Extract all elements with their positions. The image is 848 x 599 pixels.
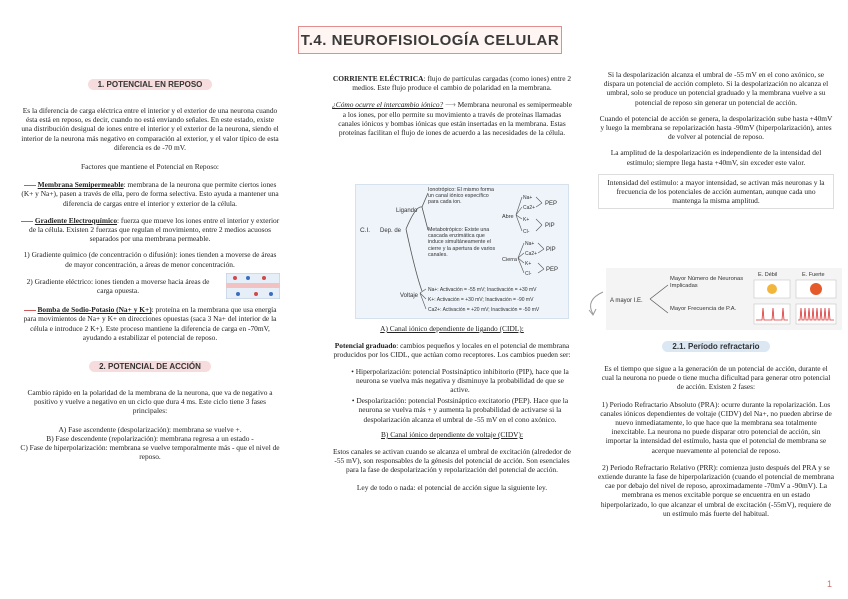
- column-3: [598, 70, 834, 209]
- fig2-left: A mayor I.E.: [610, 298, 643, 304]
- diagram-pep-1: PEP: [545, 201, 558, 207]
- page-title: T.4. NEUROFISIOLOGÍA CELULAR: [300, 31, 560, 49]
- potencial-graduado-title: Potencial graduado: [334, 341, 397, 351]
- diagram-voltage-na: Na+: Activación = -55 mV; Inactivación = +30 mV: [428, 287, 537, 293]
- cidv-caption: B) Canal iónico dependiente de voltaje (CIDV):: [380, 429, 524, 439]
- pip-text: Hiperpolarización: potencial Postsináptico inhibitorio (PIP), hace que la neurona se vuelva más negativa y disminuye la probabilidad de que se active.: [355, 366, 569, 395]
- diagram-metabotropico: Metabotrópico: Existe una cascada enzimática que induce simultáneamente el cierre y la apertura de varios canales.: [428, 227, 496, 258]
- action-potential-definition: Cambio rápido en la polaridad de la membrana de la neurona, que va de negativo a positivo y vuelve a negativo en un ciclo que dura 4 ms. Este ciclo tiene 3 fases principales:: [27, 388, 273, 416]
- corriente-paragraph: [332, 74, 572, 92]
- fig2-bottom: Mayor Frecuencia de P.A.: [670, 306, 737, 312]
- arrow-right-icon: ⟶: [445, 100, 456, 110]
- diagram-ci: C.I.: [360, 227, 371, 234]
- ley-todo-nada: Ley de todo o nada: el potencial de acción sigue la siguiente ley.: [356, 482, 548, 492]
- column-1: [20, 74, 280, 461]
- gradiente-text: : fuerza que mueve los iones entre el interior y exterior de la célula. Existen 2 fuerzas que regulan el movimiento, entre 2 medios acuosos separados por una membrana permeable.: [29, 215, 280, 244]
- stimulus-intensity-diagram: [606, 268, 842, 330]
- membrana-text: : membrana de la neurona que permite ciertos iones (K+ y Na+), pasen a través de ella, pero de forma selectiva. Esto ayuda a mantener una diferencia de cargas entre el interior y exterior de la célula.: [21, 180, 279, 208]
- amplitude-paragraph: Cuando el potencial de acción se genera, la despolarización sube hasta +40mV y luego la membrana se repolarización hasta -90mV (hiperpolarización), antes de volver al potencial de reposo.: [599, 113, 833, 142]
- membrana-title: Membrana Semipermeable: [37, 180, 124, 190]
- ion-ca-1: Ca2+: [523, 205, 536, 211]
- diagram-pip-2: PIP: [546, 247, 556, 253]
- corriente-text: : flujo de partículas cargadas (como iones) entre 2 medios. Este flujo produce el cambio de polaridad en la membrana.: [352, 74, 572, 93]
- independence-paragraph: La amplitud de la despolarización es independiente de la intensidad del estímulo; siempre llega hasta +40mV, sin exceder este valor.: [610, 148, 822, 167]
- phase-a: A) Fase ascendente (despolarización): membrana se vuelve +.: [58, 424, 242, 434]
- intercambio-question: ¿Cómo ocurre el intercambio iónico?: [332, 100, 444, 110]
- bullet-dash-icon: [24, 310, 36, 311]
- bullet-dash-icon: [21, 221, 33, 222]
- fig2-top: Mayor Número de Neuronas Implicadas: [670, 276, 744, 289]
- potencial-graduado-paragraph: [332, 341, 572, 359]
- cidv-text: Estos canales se activan cuando se alcanza el umbral de excitación (alrededor de -55 mV), son responsables de la génesis del potencial de acción. Son esenciales para la fase de despolarización y repolarización del potencial de acción.: [332, 447, 572, 475]
- pep-text: Despolarización: potencial Postsináptico excitatorio (PEP). Hace que la neurona se vuelva más + y aumenta la probabilidad de activarse si la despolarización alcanza el umbral de -55 mV en el cono axónico.: [356, 396, 569, 424]
- diagram-cierra: Cierra: [502, 257, 517, 263]
- fig2-fuerte: E. Fuerte: [802, 272, 825, 278]
- gradiente-quimico: 1) Gradiente químico (de concentración o difusión): iones tienden a moverse de áreas de mayor concentración, a áreas de menor concentración.: [23, 250, 277, 269]
- phase-c: C) Fase de hiperpolarización: membrana se vuelve temporalmente más - que el nivel de reposo.: [20, 443, 280, 462]
- bomba-item: [20, 305, 280, 342]
- diagram-dep: Dep. de: [380, 228, 402, 234]
- weak-spike-panel: [754, 304, 790, 324]
- cidl-caption: A) Canal iónico dependiente de ligando (CIDL):: [380, 324, 524, 333]
- diagram-ionotropico: Ionotrópico: El mismo forma un canal iónico específico para cada ion.: [428, 187, 494, 206]
- diagram-abre: Abre: [502, 214, 514, 220]
- section-title-potencial-reposo: 1. POTENCIAL EN REPOSO: [88, 79, 213, 90]
- strong-stimulus-icon: [810, 283, 822, 295]
- ion-na-1: Na+: [523, 195, 533, 201]
- bullet-icon: •: [351, 396, 357, 406]
- column-3-lower: [598, 336, 834, 518]
- ion-ca-2: Ca2+: [525, 251, 538, 257]
- bullet-dash-icon: [24, 185, 36, 186]
- diagram-voltaje: Voltaje: [400, 293, 419, 299]
- potencial-graduado-text: : cambios pequeños y locales en el potencial de membrana producidos por los CIDL, que actúan como receptores. Los cambios pueden ser:: [333, 341, 571, 360]
- corriente-title: CORRIENTE ELÉCTRICA: [332, 74, 424, 83]
- curved-arrow-icon: [583, 290, 609, 318]
- ion-cl-1: Cl-: [523, 229, 530, 235]
- diagram-ligando: Ligando: [396, 208, 418, 214]
- prr-paragraph: 2) Periodo Refractario Relativo (PRR): comienza justo después del PRA y se extiende durante la fase de hiperpolarización (cuando el potencial de membrana cae por debajo del nivel de reposo, aproximadamente -70mV a -90mV). La membrana es menos excitable porque se encuentra en un estado hiperpolarizado, lo que alcanzar el umbral de excitación (-55mV), requiere de un estímulo más fuerte del habitual.: [598, 462, 834, 518]
- fig2-debil: E. Débil: [758, 272, 778, 278]
- ion-k-2: K+: [525, 261, 532, 267]
- gradiente-item: [20, 216, 280, 244]
- membrana-item: [20, 180, 280, 208]
- bomba-text: : proteína en la membrana que usa energía para movimientos de Na+ y K+ en direcciones opuestas (saca 3 Na+ del interior de la célula e introduce 2 K+). Este proceso mantiene la diferencia de carga en -70mV, ayudando a estabilizar el potencial de reposo.: [23, 305, 277, 342]
- bullet-icon: •: [351, 366, 356, 376]
- ion-na-2: Na+: [525, 241, 535, 247]
- gradiente-electrico-row: [20, 277, 280, 295]
- resting-potential-definition: Es la diferencia de carga eléctrica entre el interior y el exterior de una neurona cuando ésta está en reposo, es decir, cuando no está enviando señales. En este estado, existe una distribución desigual de iones entre el interior y el exterior de la neurona, siendo el interior de la neurona más negativo en comparación al exterior, y el valor típico de esta diferencia es de -70 mV.: [21, 106, 279, 152]
- page-number: 1: [826, 579, 832, 589]
- section-title-potencial-accion: 2. POTENCIAL DE ACCIÓN: [89, 361, 211, 372]
- diagram-pip-1: PIP: [545, 223, 555, 229]
- section-title-refractario: 2.1. Período refractario: [662, 341, 769, 352]
- phase-b: B) Fase descendente (repolarización): membrana regresa a un estado -: [46, 433, 254, 443]
- bomba-title: Bomba de Sodio-Potasio (Na+ y K+): [37, 305, 152, 315]
- ion-k-1: K+: [523, 217, 530, 223]
- ion-channel-diagram-svg: [356, 185, 568, 318]
- refractory-definition: Es el tiempo que sigue a la generación de un potencial de acción, durante el cual la neurona no puede o tiene mucha dificultad para generar otro potencial de acción. Existen 2 fases:: [601, 364, 831, 392]
- strong-spike-panel: [796, 304, 836, 324]
- diagram-voltage-ca: Ca2+: Activación = +20 mV; Inactivación = -50 mV: [428, 307, 540, 313]
- pip-item: [332, 367, 572, 395]
- diagram-pep-2: PEP: [546, 267, 559, 273]
- column-2-lower: [332, 324, 572, 492]
- pra-paragraph: 1) Periodo Refractario Absoluto (PRA): ocurre durante la repolarización. Los canales iónicos dependientes de voltaje (CIDV) del Na+, no pueden abrirse de nuevo inmediatamente, lo que hace que la membrana sea totalmente inexcitable. La neurona no puede disparar otro potencial de acción, sin importar la intensidad del estímulo, hasta que el potencial de membrana se acerque nuevamente al potencial de reposo.: [600, 399, 832, 455]
- pep-item: [332, 396, 572, 424]
- intercambio-text: Membrana neuronal es semipermeable a los iones, por ello permite su movimiento a través de proteínas llamadas canales iónicos y bombas iónicas que están insertadas en la membrana. Estas proteínas facilitan el flujo de iones de acuerdo a las necesidades de la célula.: [338, 100, 572, 138]
- weak-stimulus-icon: [767, 284, 777, 294]
- factors-heading: Factores que mantiene el Potencial en Reposo:: [81, 162, 219, 172]
- gradiente-electrico: 2) Gradiente eléctrico: iones tienden a moverse hacia áreas de carga opuesta.: [26, 276, 210, 296]
- diagram-voltage-k: K+: Activación = +30 mV; Inactivación = -90 mV: [428, 297, 534, 303]
- ion-gradient-thumbnail: [226, 273, 280, 299]
- intensity-paragraph: Intensidad del estímulo: a mayor intensidad, se activan más neuronas y la frecuencia de los potenciales de acción aumentan, aunque cada uno mantenga la misma amplitud.: [598, 174, 834, 210]
- column-2: [332, 74, 572, 137]
- intercambio-paragraph: [332, 100, 572, 137]
- ion-channel-diagram: [355, 184, 569, 319]
- gradiente-title: Gradiente Electroquímico: [34, 215, 118, 225]
- ion-cl-2: Cl-: [525, 271, 532, 277]
- threshold-paragraph: Si la despolarización alcanza el umbral de -55 mV en el cono axónico, se dispara un potencial de acción completo. Si la despolarización no alcanza el umbral, solo se produce un potencial graduado y la membrana vuelve a su potencial de reposo sin generar un potencial de acción.: [603, 70, 829, 107]
- page-title-box: [298, 26, 562, 54]
